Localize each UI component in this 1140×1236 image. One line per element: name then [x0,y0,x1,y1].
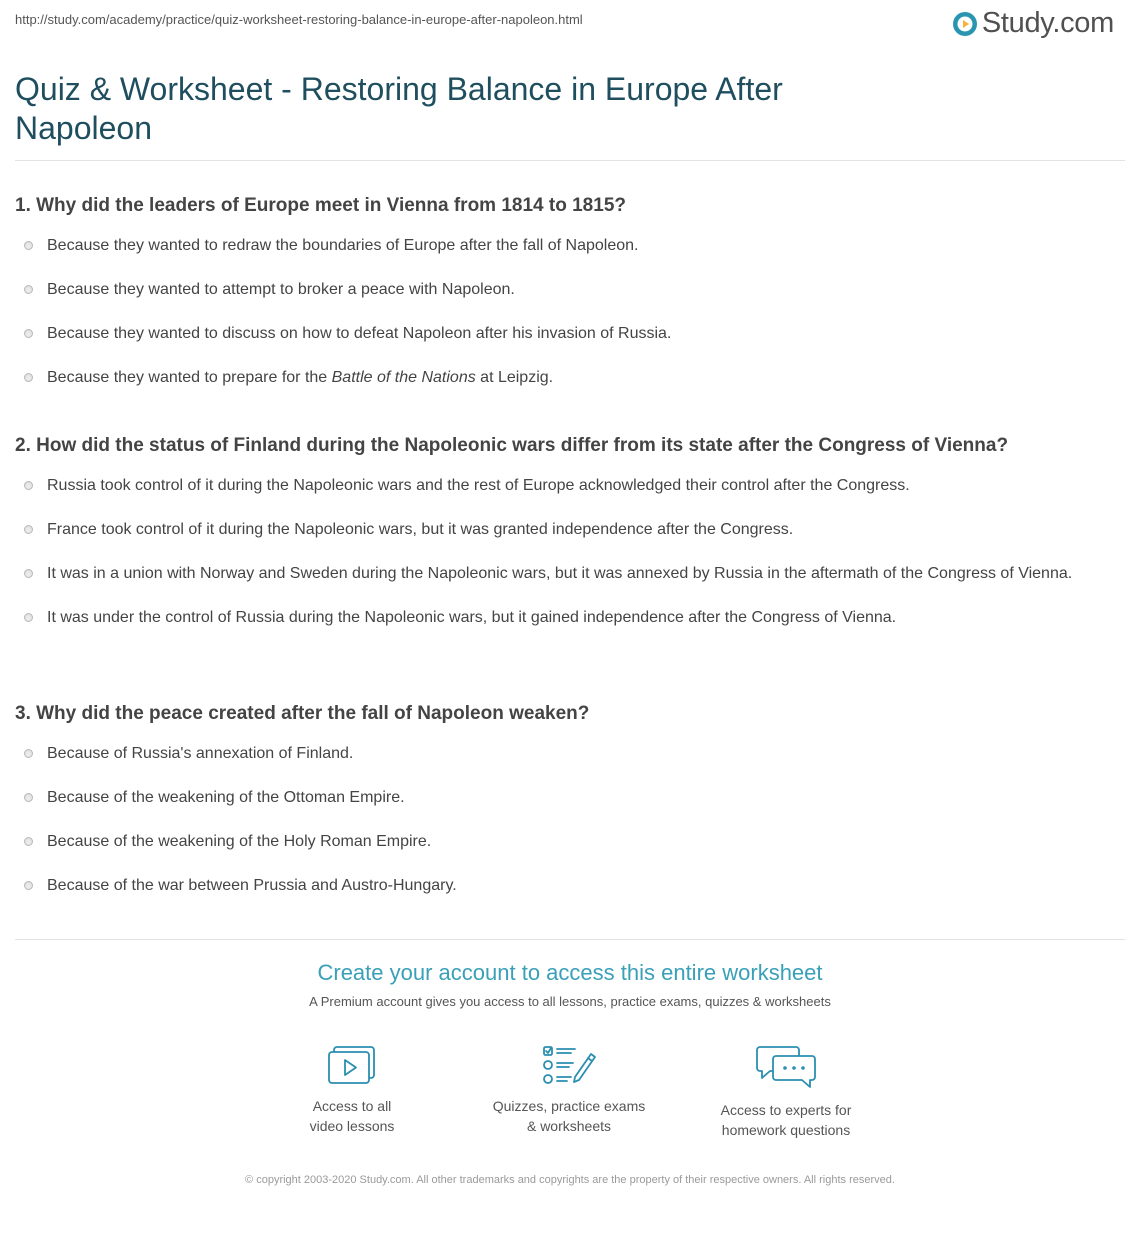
feature-video-lessons [252,1044,452,1136]
answer-text: France took control of it during the Napoleonic wars, but it was granted independence after the Congress. [47,521,794,538]
top-bar [0,0,1140,52]
answer-option[interactable] [15,784,1125,812]
title-divider [15,160,1125,161]
feature-label: Quizzes, practice exams & worksheets [492,1098,646,1134]
question-text: 3. Why did the peace created after the fall of Napoleon weaken? [15,703,590,724]
section-divider [15,939,1125,940]
answer-option[interactable] [15,604,1125,632]
feature-label: Access to experts for homework questions [720,1102,852,1138]
chat-experts-icon [754,1044,818,1090]
answer-text-italic: Battle of the Nations [331,369,476,386]
answer-option[interactable] [15,516,1125,544]
answer-option[interactable] [15,740,1125,768]
logo-text: Study.com [981,7,1114,39]
radio-button[interactable] [24,749,33,758]
radio-button[interactable] [24,881,33,890]
radio-button[interactable] [24,837,33,846]
answer-option[interactable] [15,232,1125,260]
video-lessons-icon [326,1044,378,1086]
question-3 [15,702,1125,916]
answer-text: Because of the war between Prussia and Austro-Hungary. [47,877,457,894]
answer-option[interactable] [15,828,1125,856]
answer-text-pre: Because they wanted to prepare for the [47,369,332,386]
answer-option[interactable] [15,472,1125,500]
answer-text: Russia took control of it during the Napoleonic wars and the rest of Europe acknowledged their control after the Congress. [47,477,910,494]
answer-text: It was in a union with Norway and Sweden during the Napoleonic wars, but it was annexed by Russia in the aftermath of the Congress of Vienna. [47,565,1073,582]
question-text: 1. Why did the leaders of Europe meet in Vienna from 1814 to 1815? [15,195,626,216]
answer-text: Because of the weakening of the Holy Roman Empire. [47,833,432,850]
answer-text: Because they wanted to redraw the boundaries of Europe after the fall of Napoleon. [47,237,639,254]
answer-text-post: at Leipzig. [475,369,554,386]
question-1 [15,194,1125,408]
radio-button[interactable] [24,285,33,294]
answer-list [15,472,1125,632]
answer-list [15,740,1125,900]
answer-text: It was under the control of Russia during the Napoleonic wars, but it gained independence after the Congress of Vienna. [47,609,897,626]
radio-button[interactable] [24,329,33,338]
radio-button[interactable] [24,793,33,802]
radio-button[interactable] [24,569,33,578]
cta-subheading: A Premium account gives you access to all lessons, practice exams, quizzes & worksheets [309,994,831,1009]
answer-option[interactable] [15,872,1125,900]
feature-quizzes [469,1044,669,1136]
answer-text: Because they wanted to attempt to broker a peace with Napoleon. [47,281,515,298]
cta-heading[interactable]: Create your account to access this entire worksheet [317,960,823,985]
answer-option[interactable] [15,364,1125,392]
study-logo[interactable] [951,7,1114,40]
question-2 [15,434,1125,648]
answer-option[interactable] [15,276,1125,304]
play-circle-icon [951,10,979,38]
answer-list [15,232,1125,392]
answer-text: Because they wanted to discuss on how to defeat Napoleon after his invasion of Russia. [47,325,672,342]
feature-experts [686,1044,886,1140]
copyright-notice: © copyright 2003-2020 Study.com. All other trademarks and copyrights are the property of their respective owners. All rights reserved. [245,1174,895,1186]
page-title: Quiz & Worksheet - Restoring Balance in Europe After Napoleon [15,71,783,146]
answer-text: Because of the weakening of the Ottoman Empire. [47,789,405,806]
radio-button[interactable] [24,613,33,622]
answer-text: Because of Russia's annexation of Finland. [47,745,354,762]
answer-option[interactable] [15,560,1125,588]
quizzes-icon [541,1044,597,1086]
radio-button[interactable] [24,373,33,382]
radio-button[interactable] [24,241,33,250]
feature-label: Access to all video lessons [309,1098,395,1134]
answer-option[interactable] [15,320,1125,348]
page-url[interactable]: http://study.com/academy/practice/quiz-worksheet-restoring-balance-in-europe-after-napoleon.html [15,12,583,27]
question-text: 2. How did the status of Finland during the Napoleonic wars differ from its state after the Congress of Vienna? [15,435,1009,456]
radio-button[interactable] [24,481,33,490]
signup-cta [0,960,1140,1009]
radio-button[interactable] [24,525,33,534]
